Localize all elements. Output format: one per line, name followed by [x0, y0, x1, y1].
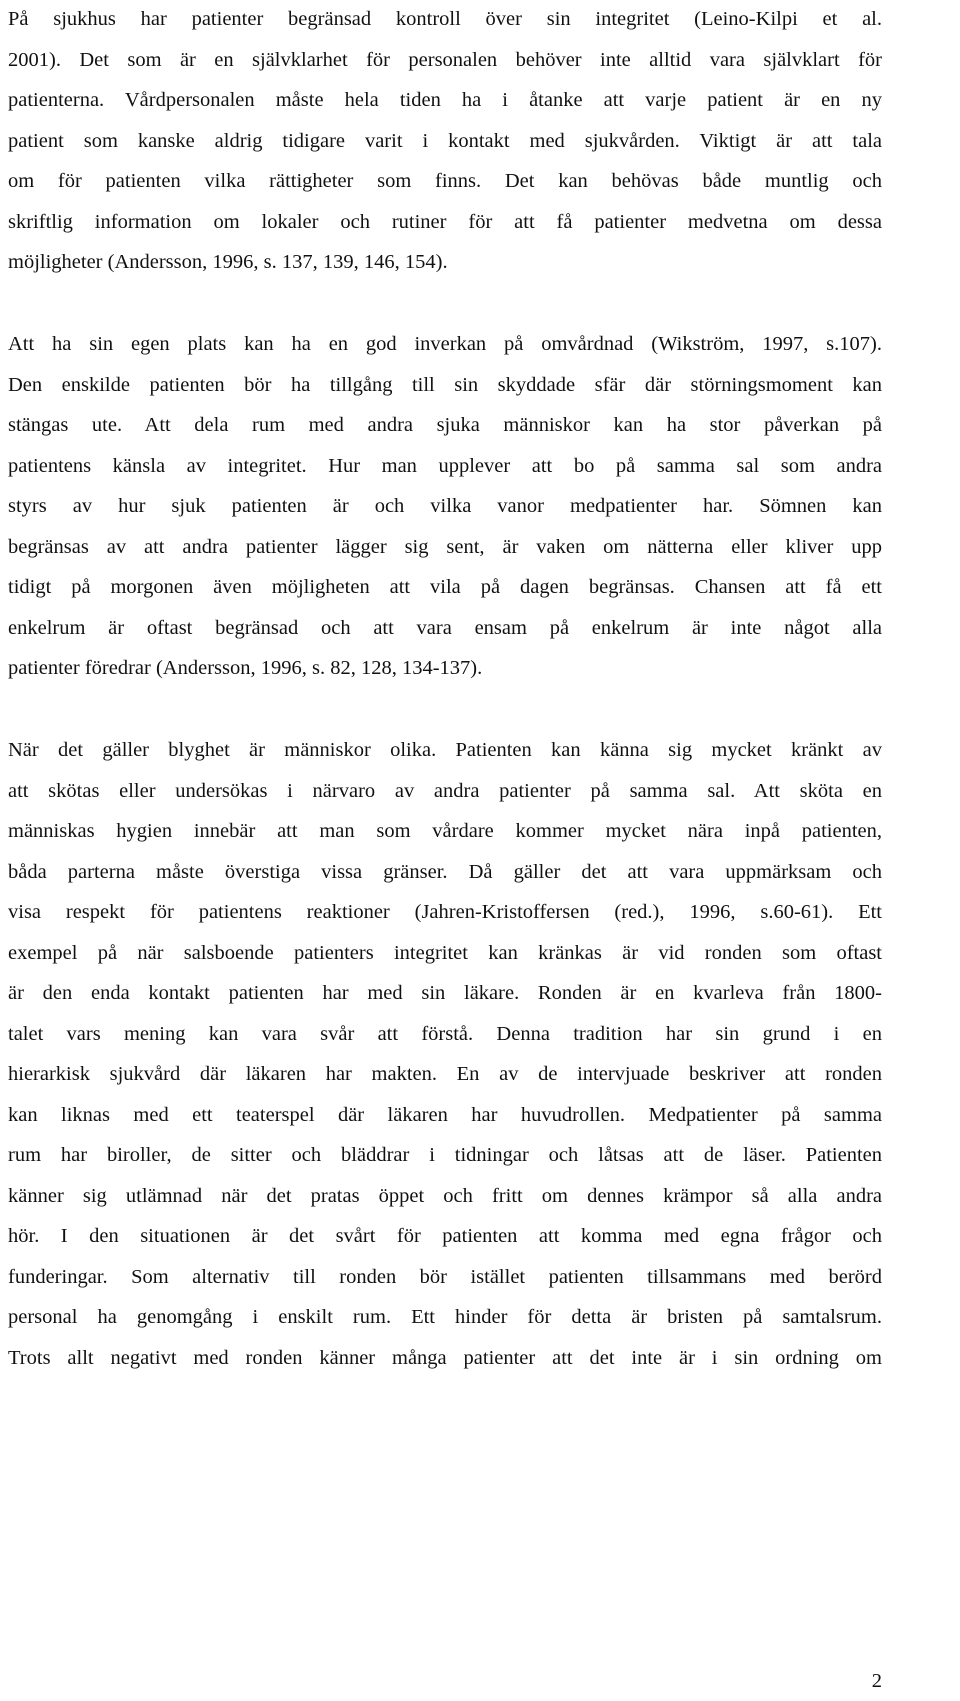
text-line: På sjukhus har patienter begränsad kontroll över sin integritet (Leino-Kilpi et al. [8, 8, 882, 30]
text-line: patienter föredrar (Andersson, 1996, s. 82, 128, 134-137). [8, 657, 483, 679]
text-line: om för patienten vilka rättigheter som finns. Det kan behövas både muntlig och [8, 170, 882, 192]
text-line: enkelrum är oftast begränsad och att vara ensam på enkelrum är inte något alla [8, 616, 882, 639]
text-line: tidigt på morgonen även möjligheten att vila på dagen begränsas. Chansen att få ett [8, 576, 882, 598]
text-line: patientens känsla av integritet. Hur man upplever att bo på samma sal som andra [8, 454, 882, 477]
text-line: Att ha sin egen plats kan ha en god inverkan på omvårdnad (Wikström, 1997, s.107). [8, 333, 882, 355]
text-line: visa respekt för patientens reaktioner (Jahren-Kristoffersen (red.), 1996, s.60-61). Ett [8, 901, 882, 923]
text-line: funderingar. Som alternativ till ronden bör istället patienten tillsammans med berörd [8, 1265, 882, 1288]
text-line: båda parterna måste överstiga vissa gränser. Då gäller det att vara uppmärksam och [8, 860, 882, 883]
text-line: personal ha genomgång i enskilt rum. Ett hinder för detta är bristen på samtalsrum. [8, 1306, 882, 1328]
text-line: styrs av hur sjuk patienten är och vilka vanor medpatienter har. Sömnen kan [8, 495, 882, 517]
text-line: talet vars mening kan vara svår att förstå. Denna tradition har sin grund i en [8, 1022, 882, 1045]
text-line: att skötas eller undersökas i närvaro av andra patienter på samma sal. Att sköta en [8, 779, 882, 802]
text-line: stängas ute. Att dela rum med andra sjuka människor kan ha stor påverkan på [8, 414, 882, 436]
text-line: hör. I den situationen är det svårt för patienten att komma med egna frågor och [8, 1225, 882, 1247]
text-line: Trots allt negativt med ronden känner många patienter att det inte är i sin ordning om [8, 1346, 882, 1369]
text-line: rum har biroller, de sitter och bläddrar i tidningar och låtsas att de läser. Patienten [8, 1144, 882, 1166]
text-line: hierarkisk sjukvård där läkaren har makten. En av de intervjuade beskriver att ronden [8, 1063, 882, 1085]
text-line: patient som kanske aldrig tidigare varit i kontakt med sjukvården. Viktigt är att tala [8, 129, 882, 152]
page-number: 2 [871, 1670, 882, 1692]
text-line: Den enskilde patienten bör ha tillgång till sin skyddade sfär där störningsmoment kan [8, 373, 882, 396]
text-line: skriftlig information om lokaler och rutiner för att få patienter medvetna om dessa [8, 210, 882, 233]
text-line: möjligheter (Andersson, 1996, s. 137, 139, 146, 154). [8, 251, 448, 273]
text-line: känner sig utlämnad när det pratas öppet och fritt om dennes krämpor så alla andra [8, 1184, 882, 1207]
text-line: begränsas av att andra patienter lägger sig sent, är vaken om nätterna eller kliver upp [8, 535, 882, 558]
text-line: patienterna. Vårdpersonalen måste hela tiden ha i åtanke att varje patient är en ny [8, 89, 882, 111]
text-line: När det gäller blyghet är människor olika. Patienten kan känna sig mycket kränkt av [8, 739, 882, 761]
text-line: exempel på när salsboende patienters integritet kan kränkas är vid ronden som oftast [8, 941, 882, 964]
text-line: 2001). Det som är en självklarhet för personalen behöver inte alltid vara självklart för [8, 48, 882, 71]
text-line: är den enda kontakt patienten har med sin läkare. Ronden är en kvarleva från 1800- [8, 982, 882, 1004]
text-line: människas hygien innebär att man som vårdare kommer mycket nära inpå patienten, [8, 820, 882, 842]
text-line: kan liknas med ett teaterspel där läkaren har huvudrollen. Medpatienter på samma [8, 1103, 882, 1126]
